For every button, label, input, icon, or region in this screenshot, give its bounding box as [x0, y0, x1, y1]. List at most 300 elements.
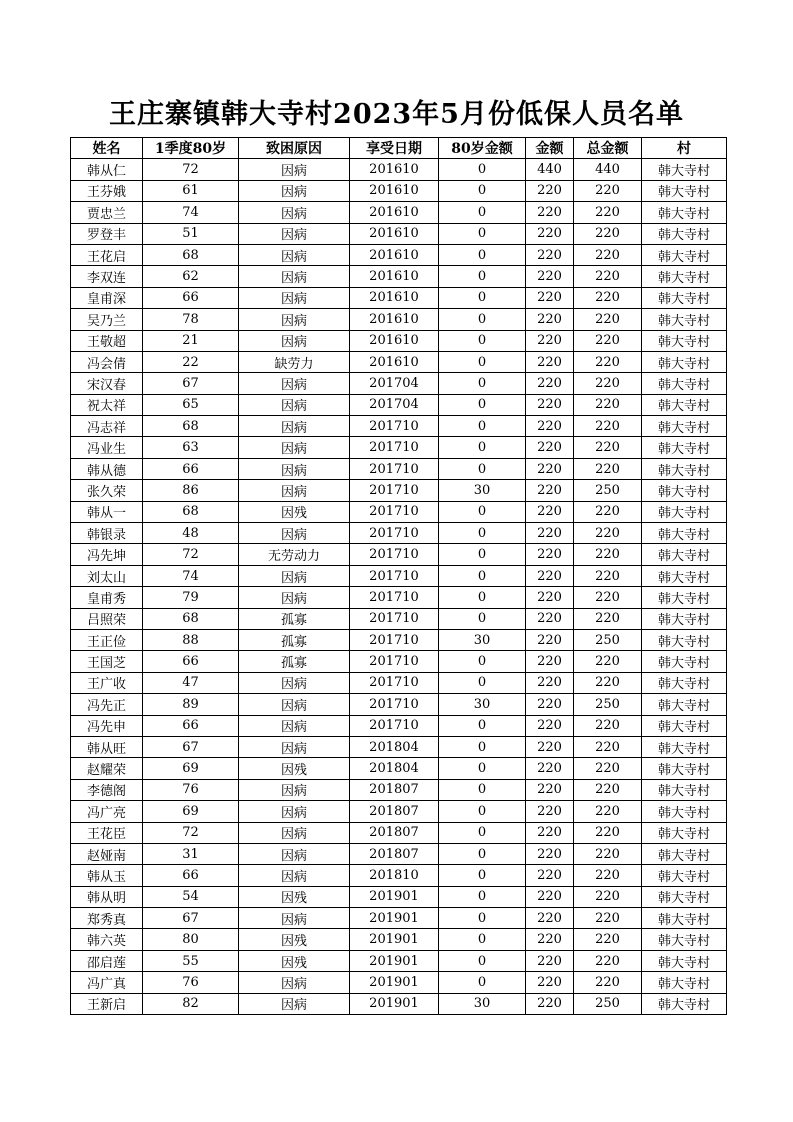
cell-total-amount: 220: [574, 587, 642, 608]
cell-benefit-date: 201704: [350, 394, 439, 415]
cell-age-80-amount: 0: [439, 416, 526, 437]
cell-poverty-cause: 因病: [239, 480, 350, 501]
cell-q1-age-80: 88: [143, 629, 239, 650]
cell-amount: 220: [526, 651, 574, 672]
table-row: [71, 544, 727, 565]
cell-village: 韩大寺村: [642, 715, 727, 736]
cell-amount: 220: [526, 865, 574, 886]
cell-age-80-amount: 0: [439, 736, 526, 757]
cell-amount: 220: [526, 993, 574, 1014]
cell-age-80-amount: 0: [439, 908, 526, 929]
cell-age-80-amount: 0: [439, 672, 526, 693]
cell-name: 韩从仁: [71, 159, 143, 180]
cell-benefit-date: 201610: [350, 351, 439, 372]
cell-poverty-cause: 因残: [239, 758, 350, 779]
cell-name: 韩从玉: [71, 865, 143, 886]
cell-age-80-amount: 30: [439, 993, 526, 1014]
cell-total-amount: 220: [574, 223, 642, 244]
column-header-name: 姓名: [71, 138, 143, 159]
cell-name: 韩银录: [71, 523, 143, 544]
cell-poverty-cause: 因病: [239, 394, 350, 415]
table-row: [71, 501, 727, 522]
table-row: [71, 736, 727, 757]
table-row: [71, 180, 727, 201]
cell-village: 韩大寺村: [642, 458, 727, 479]
cell-village: 韩大寺村: [642, 972, 727, 993]
cell-poverty-cause: 因残: [239, 886, 350, 907]
cell-name: 张久荣: [71, 480, 143, 501]
cell-total-amount: 220: [574, 523, 642, 544]
cell-name: 邵启莲: [71, 950, 143, 971]
cell-benefit-date: 201710: [350, 416, 439, 437]
cell-q1-age-80: 21: [143, 330, 239, 351]
cell-name: 冯业生: [71, 437, 143, 458]
cell-village: 韩大寺村: [642, 351, 727, 372]
cell-q1-age-80: 67: [143, 736, 239, 757]
cell-q1-age-80: 54: [143, 886, 239, 907]
cell-poverty-cause: 因病: [239, 223, 350, 244]
cell-name: 李双连: [71, 266, 143, 287]
cell-poverty-cause: 缺劳力: [239, 351, 350, 372]
cell-village: 韩大寺村: [642, 287, 727, 308]
cell-village: 韩大寺村: [642, 672, 727, 693]
column-header-total-amount: 总金额: [574, 138, 642, 159]
cell-age-80-amount: 0: [439, 587, 526, 608]
cell-name: 罗登丰: [71, 223, 143, 244]
cell-village: 韩大寺村: [642, 437, 727, 458]
cell-q1-age-80: 78: [143, 309, 239, 330]
cell-age-80-amount: 0: [439, 972, 526, 993]
cell-benefit-date: 201610: [350, 159, 439, 180]
cell-village: 韩大寺村: [642, 544, 727, 565]
cell-poverty-cause: 因病: [239, 437, 350, 458]
cell-amount: 220: [526, 629, 574, 650]
cell-q1-age-80: 69: [143, 758, 239, 779]
cell-total-amount: 220: [574, 886, 642, 907]
cell-name: 韩从德: [71, 458, 143, 479]
column-header-poverty-cause: 致困原因: [239, 138, 350, 159]
cell-q1-age-80: 65: [143, 394, 239, 415]
cell-total-amount: 220: [574, 373, 642, 394]
cell-name: 王正俭: [71, 629, 143, 650]
cell-amount: 220: [526, 480, 574, 501]
cell-total-amount: 220: [574, 672, 642, 693]
cell-q1-age-80: 68: [143, 244, 239, 265]
cell-benefit-date: 201710: [350, 523, 439, 544]
cell-total-amount: 220: [574, 202, 642, 223]
cell-name: 冯会倩: [71, 351, 143, 372]
cell-village: 韩大寺村: [642, 330, 727, 351]
cell-poverty-cause: 因病: [239, 779, 350, 800]
cell-name: 王花臣: [71, 822, 143, 843]
column-header-amount: 金额: [526, 138, 574, 159]
cell-total-amount: 220: [574, 908, 642, 929]
cell-amount: 220: [526, 801, 574, 822]
cell-poverty-cause: 孤寡: [239, 629, 350, 650]
cell-total-amount: 220: [574, 972, 642, 993]
cell-amount: 220: [526, 822, 574, 843]
table-row: [71, 993, 727, 1014]
table-row: [71, 458, 727, 479]
cell-poverty-cause: 孤寡: [239, 651, 350, 672]
table-row: [71, 565, 727, 586]
cell-total-amount: 220: [574, 865, 642, 886]
cell-village: 韩大寺村: [642, 822, 727, 843]
cell-poverty-cause: 因病: [239, 587, 350, 608]
cell-benefit-date: 201610: [350, 330, 439, 351]
table-row: [71, 779, 727, 800]
cell-age-80-amount: 30: [439, 694, 526, 715]
cell-amount: 220: [526, 202, 574, 223]
cell-total-amount: 220: [574, 779, 642, 800]
cell-village: 韩大寺村: [642, 523, 727, 544]
cell-total-amount: 220: [574, 758, 642, 779]
cell-total-amount: 220: [574, 437, 642, 458]
cell-poverty-cause: 因病: [239, 416, 350, 437]
cell-benefit-date: 201610: [350, 309, 439, 330]
cell-amount: 220: [526, 437, 574, 458]
cell-amount: 440: [526, 159, 574, 180]
cell-poverty-cause: 因病: [239, 202, 350, 223]
cell-total-amount: 250: [574, 694, 642, 715]
cell-village: 韩大寺村: [642, 608, 727, 629]
table-row: [71, 202, 727, 223]
cell-total-amount: 220: [574, 330, 642, 351]
cell-village: 韩大寺村: [642, 865, 727, 886]
cell-amount: 220: [526, 672, 574, 693]
cell-name: 赵娅南: [71, 843, 143, 864]
cell-q1-age-80: 76: [143, 972, 239, 993]
table-row: [71, 694, 727, 715]
cell-total-amount: 220: [574, 715, 642, 736]
cell-benefit-date: 201901: [350, 886, 439, 907]
cell-benefit-date: 201610: [350, 202, 439, 223]
cell-age-80-amount: 0: [439, 843, 526, 864]
cell-age-80-amount: 0: [439, 651, 526, 672]
cell-village: 韩大寺村: [642, 266, 727, 287]
cell-total-amount: 220: [574, 501, 642, 522]
cell-poverty-cause: 因病: [239, 523, 350, 544]
cell-age-80-amount: 0: [439, 223, 526, 244]
cell-amount: 220: [526, 523, 574, 544]
cell-benefit-date: 201810: [350, 865, 439, 886]
cell-q1-age-80: 51: [143, 223, 239, 244]
cell-poverty-cause: 因病: [239, 993, 350, 1014]
cell-name: 冯志祥: [71, 416, 143, 437]
cell-benefit-date: 201610: [350, 287, 439, 308]
cell-q1-age-80: 69: [143, 801, 239, 822]
cell-age-80-amount: 0: [439, 394, 526, 415]
cell-benefit-date: 201710: [350, 587, 439, 608]
cell-age-80-amount: 0: [439, 886, 526, 907]
cell-age-80-amount: 0: [439, 544, 526, 565]
cell-amount: 220: [526, 694, 574, 715]
cell-age-80-amount: 0: [439, 801, 526, 822]
cell-poverty-cause: 因病: [239, 865, 350, 886]
cell-village: 韩大寺村: [642, 779, 727, 800]
cell-q1-age-80: 55: [143, 950, 239, 971]
cell-q1-age-80: 66: [143, 865, 239, 886]
cell-village: 韩大寺村: [642, 993, 727, 1014]
cell-name: 冯先申: [71, 715, 143, 736]
cell-amount: 220: [526, 886, 574, 907]
cell-age-80-amount: 0: [439, 180, 526, 201]
cell-benefit-date: 201710: [350, 544, 439, 565]
cell-village: 韩大寺村: [642, 159, 727, 180]
cell-name: 冯广真: [71, 972, 143, 993]
cell-amount: 220: [526, 330, 574, 351]
cell-benefit-date: 201710: [350, 629, 439, 650]
cell-amount: 220: [526, 458, 574, 479]
cell-amount: 220: [526, 608, 574, 629]
cell-amount: 220: [526, 972, 574, 993]
cell-age-80-amount: 0: [439, 523, 526, 544]
table-row: [71, 394, 727, 415]
cell-village: 韩大寺村: [642, 843, 727, 864]
cell-village: 韩大寺村: [642, 886, 727, 907]
cell-age-80-amount: 0: [439, 373, 526, 394]
cell-benefit-date: 201710: [350, 565, 439, 586]
cell-benefit-date: 201610: [350, 244, 439, 265]
cell-age-80-amount: 30: [439, 629, 526, 650]
cell-benefit-date: 201710: [350, 672, 439, 693]
cell-total-amount: 220: [574, 822, 642, 843]
cell-age-80-amount: 30: [439, 480, 526, 501]
cell-village: 韩大寺村: [642, 758, 727, 779]
cell-age-80-amount: 0: [439, 950, 526, 971]
cell-q1-age-80: 86: [143, 480, 239, 501]
cell-q1-age-80: 66: [143, 287, 239, 308]
cell-poverty-cause: 孤寡: [239, 608, 350, 629]
table-body: [71, 159, 727, 1015]
column-header-q1-age-80: 1季度80岁: [143, 138, 239, 159]
cell-benefit-date: 201901: [350, 993, 439, 1014]
cell-amount: 220: [526, 908, 574, 929]
cell-age-80-amount: 0: [439, 244, 526, 265]
cell-total-amount: 220: [574, 608, 642, 629]
cell-total-amount: 220: [574, 416, 642, 437]
table-row: [71, 437, 727, 458]
cell-name: 贾忠兰: [71, 202, 143, 223]
cell-poverty-cause: 因病: [239, 330, 350, 351]
table-row: [71, 651, 727, 672]
cell-age-80-amount: 0: [439, 266, 526, 287]
cell-benefit-date: 201710: [350, 694, 439, 715]
table-row: [71, 822, 727, 843]
cell-name: 韩从一: [71, 501, 143, 522]
cell-age-80-amount: 0: [439, 758, 526, 779]
cell-q1-age-80: 74: [143, 202, 239, 223]
cell-name: 冯广亮: [71, 801, 143, 822]
cell-benefit-date: 201710: [350, 651, 439, 672]
cell-name: 韩从明: [71, 886, 143, 907]
cell-amount: 220: [526, 501, 574, 522]
cell-age-80-amount: 0: [439, 779, 526, 800]
cell-q1-age-80: 66: [143, 651, 239, 672]
cell-amount: 220: [526, 843, 574, 864]
cell-amount: 220: [526, 779, 574, 800]
cell-benefit-date: 201710: [350, 458, 439, 479]
cell-total-amount: 220: [574, 351, 642, 372]
cell-name: 赵耀荣: [71, 758, 143, 779]
cell-age-80-amount: 0: [439, 715, 526, 736]
table-row: [71, 523, 727, 544]
cell-name: 冯先坤: [71, 544, 143, 565]
cell-amount: 220: [526, 736, 574, 757]
cell-amount: 220: [526, 758, 574, 779]
cell-age-80-amount: 0: [439, 501, 526, 522]
cell-total-amount: 250: [574, 629, 642, 650]
cell-q1-age-80: 74: [143, 565, 239, 586]
cell-age-80-amount: 0: [439, 437, 526, 458]
cell-benefit-date: 201901: [350, 929, 439, 950]
cell-village: 韩大寺村: [642, 694, 727, 715]
table-row: [71, 801, 727, 822]
cell-amount: 220: [526, 223, 574, 244]
cell-village: 韩大寺村: [642, 244, 727, 265]
cell-total-amount: 220: [574, 458, 642, 479]
cell-total-amount: 220: [574, 929, 642, 950]
cell-age-80-amount: 0: [439, 159, 526, 180]
table-row: [71, 672, 727, 693]
cell-name: 冯先正: [71, 694, 143, 715]
table-row: [71, 330, 727, 351]
cell-amount: 220: [526, 373, 574, 394]
cell-amount: 220: [526, 287, 574, 308]
cell-poverty-cause: 因病: [239, 908, 350, 929]
cell-amount: 220: [526, 544, 574, 565]
cell-village: 韩大寺村: [642, 223, 727, 244]
cell-q1-age-80: 48: [143, 523, 239, 544]
table-row: [71, 309, 727, 330]
cell-amount: 220: [526, 950, 574, 971]
cell-name: 王敬超: [71, 330, 143, 351]
cell-benefit-date: 201807: [350, 822, 439, 843]
cell-village: 韩大寺村: [642, 373, 727, 394]
column-header-benefit-date: 享受日期: [350, 138, 439, 159]
cell-age-80-amount: 0: [439, 309, 526, 330]
cell-total-amount: 440: [574, 159, 642, 180]
cell-village: 韩大寺村: [642, 587, 727, 608]
cell-q1-age-80: 63: [143, 437, 239, 458]
cell-q1-age-80: 68: [143, 416, 239, 437]
table-row: [71, 608, 727, 629]
table-row: [71, 587, 727, 608]
table-row: [71, 886, 727, 907]
cell-poverty-cause: 因病: [239, 373, 350, 394]
cell-village: 韩大寺村: [642, 480, 727, 501]
cell-total-amount: 220: [574, 651, 642, 672]
cell-benefit-date: 201804: [350, 736, 439, 757]
cell-village: 韩大寺村: [642, 736, 727, 757]
cell-poverty-cause: 因病: [239, 694, 350, 715]
cell-amount: 220: [526, 394, 574, 415]
cell-poverty-cause: 因病: [239, 159, 350, 180]
cell-poverty-cause: 因病: [239, 266, 350, 287]
cell-amount: 220: [526, 929, 574, 950]
cell-name: 郑秀真: [71, 908, 143, 929]
cell-total-amount: 220: [574, 266, 642, 287]
cell-name: 王花启: [71, 244, 143, 265]
cell-amount: 220: [526, 180, 574, 201]
cell-poverty-cause: 因残: [239, 501, 350, 522]
table-row: [71, 865, 727, 886]
cell-age-80-amount: 0: [439, 287, 526, 308]
cell-q1-age-80: 89: [143, 694, 239, 715]
cell-village: 韩大寺村: [642, 416, 727, 437]
cell-poverty-cause: 因病: [239, 244, 350, 265]
cell-name: 皇甫秀: [71, 587, 143, 608]
cell-q1-age-80: 62: [143, 266, 239, 287]
cell-name: 刘太山: [71, 565, 143, 586]
cell-q1-age-80: 72: [143, 544, 239, 565]
cell-total-amount: 220: [574, 244, 642, 265]
cell-total-amount: 250: [574, 993, 642, 1014]
cell-q1-age-80: 68: [143, 501, 239, 522]
cell-age-80-amount: 0: [439, 865, 526, 886]
cell-poverty-cause: 因残: [239, 950, 350, 971]
cell-poverty-cause: 因病: [239, 180, 350, 201]
cell-q1-age-80: 72: [143, 159, 239, 180]
table-header-row: [71, 138, 727, 159]
cell-age-80-amount: 0: [439, 351, 526, 372]
cell-age-80-amount: 0: [439, 202, 526, 223]
cell-benefit-date: 201807: [350, 801, 439, 822]
cell-total-amount: 220: [574, 843, 642, 864]
cell-benefit-date: 201901: [350, 908, 439, 929]
cell-benefit-date: 201710: [350, 715, 439, 736]
cell-name: 王国芝: [71, 651, 143, 672]
cell-village: 韩大寺村: [642, 801, 727, 822]
cell-name: 王广收: [71, 672, 143, 693]
cell-poverty-cause: 因病: [239, 736, 350, 757]
cell-total-amount: 220: [574, 801, 642, 822]
cell-age-80-amount: 0: [439, 565, 526, 586]
cell-poverty-cause: 因病: [239, 972, 350, 993]
cell-q1-age-80: 79: [143, 587, 239, 608]
cell-name: 宋汉春: [71, 373, 143, 394]
table-row: [71, 950, 727, 971]
table-row: [71, 223, 727, 244]
cell-q1-age-80: 82: [143, 993, 239, 1014]
cell-poverty-cause: 因病: [239, 458, 350, 479]
table-row: [71, 629, 727, 650]
cell-village: 韩大寺村: [642, 629, 727, 650]
cell-name: 吴乃兰: [71, 309, 143, 330]
cell-q1-age-80: 66: [143, 458, 239, 479]
cell-name: 韩六英: [71, 929, 143, 950]
table-row: [71, 908, 727, 929]
cell-poverty-cause: 因病: [239, 843, 350, 864]
table-row: [71, 266, 727, 287]
cell-total-amount: 220: [574, 544, 642, 565]
cell-poverty-cause: 因病: [239, 715, 350, 736]
cell-total-amount: 220: [574, 287, 642, 308]
table-row: [71, 351, 727, 372]
cell-total-amount: 250: [574, 480, 642, 501]
cell-benefit-date: 201807: [350, 779, 439, 800]
cell-name: 李德阁: [71, 779, 143, 800]
cell-poverty-cause: 因病: [239, 287, 350, 308]
cell-poverty-cause: 因病: [239, 309, 350, 330]
table-row: [71, 972, 727, 993]
cell-q1-age-80: 61: [143, 180, 239, 201]
cell-name: 祝太祥: [71, 394, 143, 415]
cell-village: 韩大寺村: [642, 929, 727, 950]
cell-poverty-cause: 因病: [239, 801, 350, 822]
cell-benefit-date: 201804: [350, 758, 439, 779]
cell-poverty-cause: 因病: [239, 672, 350, 693]
